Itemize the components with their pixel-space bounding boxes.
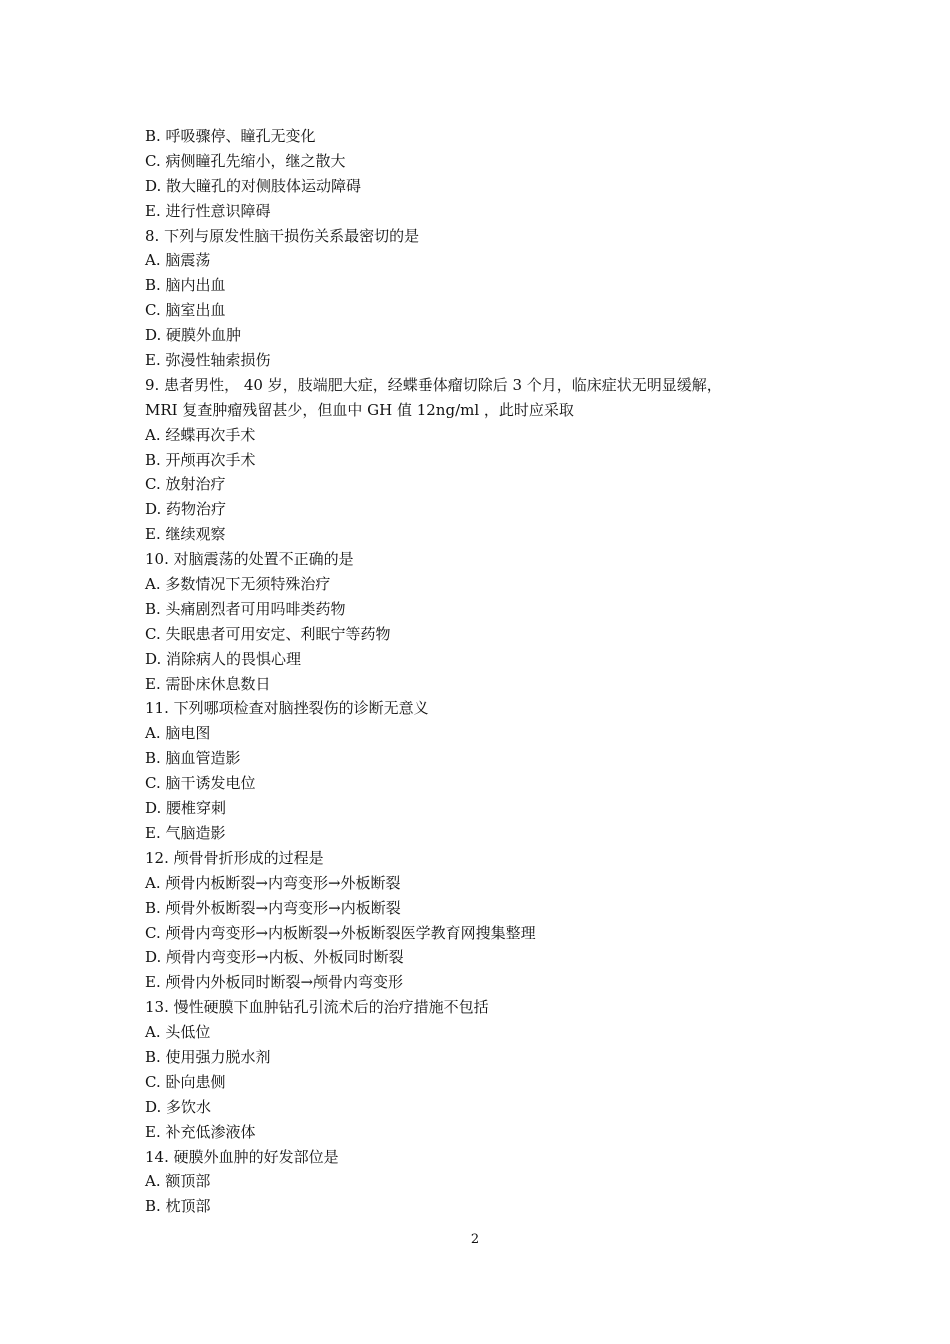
text-line: E. 补充低渗液体 xyxy=(145,1122,256,1141)
text-line: C. 卧向患侧 xyxy=(145,1072,226,1091)
text-line: B. 脑内出血 xyxy=(145,276,226,295)
page-number: 2 xyxy=(470,1232,480,1247)
text-line: A. 经蝶再次手术 xyxy=(145,425,256,444)
text-line: A. 头低位 xyxy=(145,1023,211,1042)
text-line: 11. 下列哪项检查对脑挫裂伤的诊断无意义 xyxy=(145,699,429,718)
text-line: B. 开颅再次手术 xyxy=(145,450,256,469)
text-line: MRI 复查肿瘤残留甚少，但血中 GH 值 12ng/ml ，此时应采取 xyxy=(145,400,574,419)
text-line: D. 多饮水 xyxy=(145,1097,212,1116)
text-line: C. 病侧瞳孔先缩小，继之散大 xyxy=(145,151,346,170)
text-line: C. 放射治疗 xyxy=(145,475,226,494)
text-line: 14. 硬膜外血肿的好发部位是 xyxy=(145,1147,339,1166)
text-line: 9. 患者男性， 40 岁，肢端肥大症，经蝶垂体瘤切除后 3 个月，临床症状无明显缓解， xyxy=(145,375,722,394)
text-line: D. 散大瞳孔的对侧肢体运动障碍 xyxy=(145,176,362,195)
text-line: A. 脑震荡 xyxy=(145,251,211,270)
text-line: A. 颅骨内板断裂→内弯变形→外板断裂 xyxy=(145,873,401,892)
text-line: E. 气脑造影 xyxy=(145,823,226,842)
text-line: E. 进行性意识障碍 xyxy=(145,201,271,220)
text-line: 10. 对脑震荡的处置不正确的是 xyxy=(145,550,354,569)
text-line: B. 头痛剧烈者可用吗啡类药物 xyxy=(145,599,346,618)
text-line: B. 脑血管造影 xyxy=(145,749,241,768)
text-line: B. 颅骨外板断裂→内弯变形→内板断裂 xyxy=(145,898,401,917)
text-line: D. 药物治疗 xyxy=(145,500,227,519)
text-line: A. 多数情况下无须特殊治疗 xyxy=(145,575,331,594)
text-line: D. 消除病人的畏惧心理 xyxy=(145,649,302,668)
text-line: C. 脑干诱发电位 xyxy=(145,774,256,793)
text-line: B. 呼吸骤停、瞳孔无变化 xyxy=(145,127,316,145)
text-line: 13. 慢性硬膜下血肿钻孔引流术后的治疗措施不包括 xyxy=(145,998,489,1017)
text-line: D. 硬膜外血肿 xyxy=(145,326,242,345)
text-line: E. 需卧床休息数日 xyxy=(145,674,271,693)
text-line: C. 颅骨内弯变形→内板断裂→外板断裂医学教育网搜集整理 xyxy=(145,923,536,942)
text-line: 12. 颅骨骨折形成的过程是 xyxy=(145,848,324,867)
text-line: E. 继续观察 xyxy=(145,525,226,544)
text-line: D. 颅骨内弯变形→内板、外板同时断裂 xyxy=(145,948,404,967)
text-line: E. 颅骨内外板同时断裂→颅骨内弯变形 xyxy=(145,973,404,992)
text-line: C. 失眠患者可用安定、利眠宁等药物 xyxy=(145,624,391,643)
text-line: A. 脑电图 xyxy=(145,724,211,743)
text-line: A. 额顶部 xyxy=(145,1172,211,1191)
text-line: 8. 下列与原发性脑干损伤关系最密切的是 xyxy=(145,226,420,245)
text-line: D. 腰椎穿刺 xyxy=(145,799,227,818)
text-line: C. 脑室出血 xyxy=(145,301,226,320)
page-content xyxy=(145,124,805,1219)
text-line: B. 使用强力脱水剂 xyxy=(145,1047,271,1066)
text-line: B. 枕顶部 xyxy=(145,1197,211,1216)
text-line: E. 弥漫性轴索损伤 xyxy=(145,351,271,370)
